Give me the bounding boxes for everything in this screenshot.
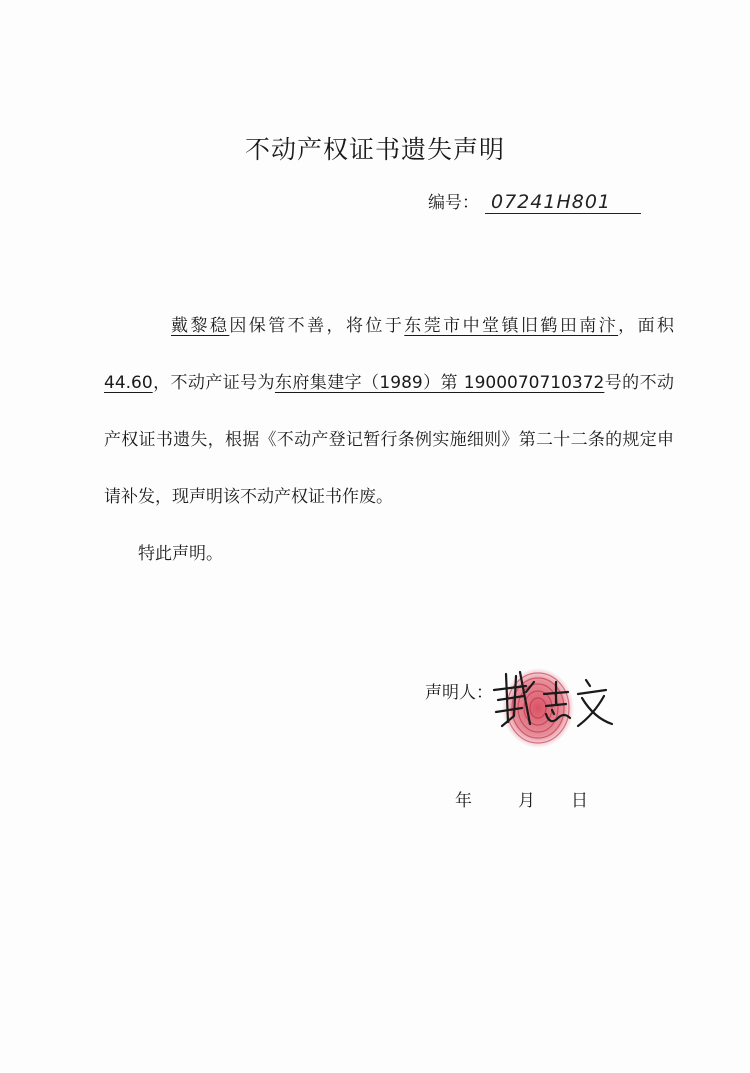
date-line (455, 786, 588, 811)
declaration-paragraph (104, 298, 674, 526)
signature-with-fingerprint (486, 652, 616, 752)
declaration-body (104, 298, 674, 583)
body-text-1: 因保管不善，将位于 (229, 316, 405, 336)
property-location: 东莞市中堂镇旧鹤田南汴 (404, 316, 619, 336)
date-month-label: 月 (518, 791, 535, 811)
date-year-label: 年 (455, 791, 472, 811)
serial-label: 编号： (428, 193, 479, 213)
serial-value: 07241H801 (485, 191, 641, 214)
body-text-2: ，面积 (618, 316, 675, 336)
closing-statement: 特此声明。 (138, 544, 223, 564)
serial-number (428, 188, 641, 214)
body-text-3: ，不动产证号为 (152, 373, 275, 393)
fingerprint-icon (502, 668, 574, 748)
property-area: 44.60 (104, 373, 153, 393)
declarant-label: 声明人： (425, 683, 493, 703)
certificate-number: 东府集建字（1989）第 1900070710372 (274, 373, 605, 393)
document-title: 不动产权证书遗失声明 (244, 135, 505, 164)
body-text-4: 号的不动产权证书遗失，根据《不动产登记暂行条例实施细则》第二十二条的规定申请补发，现声明该不动产权证书作废。 (104, 373, 675, 507)
date-day-label: 日 (571, 791, 588, 811)
owner-name: 戴黎稳 (171, 316, 230, 336)
